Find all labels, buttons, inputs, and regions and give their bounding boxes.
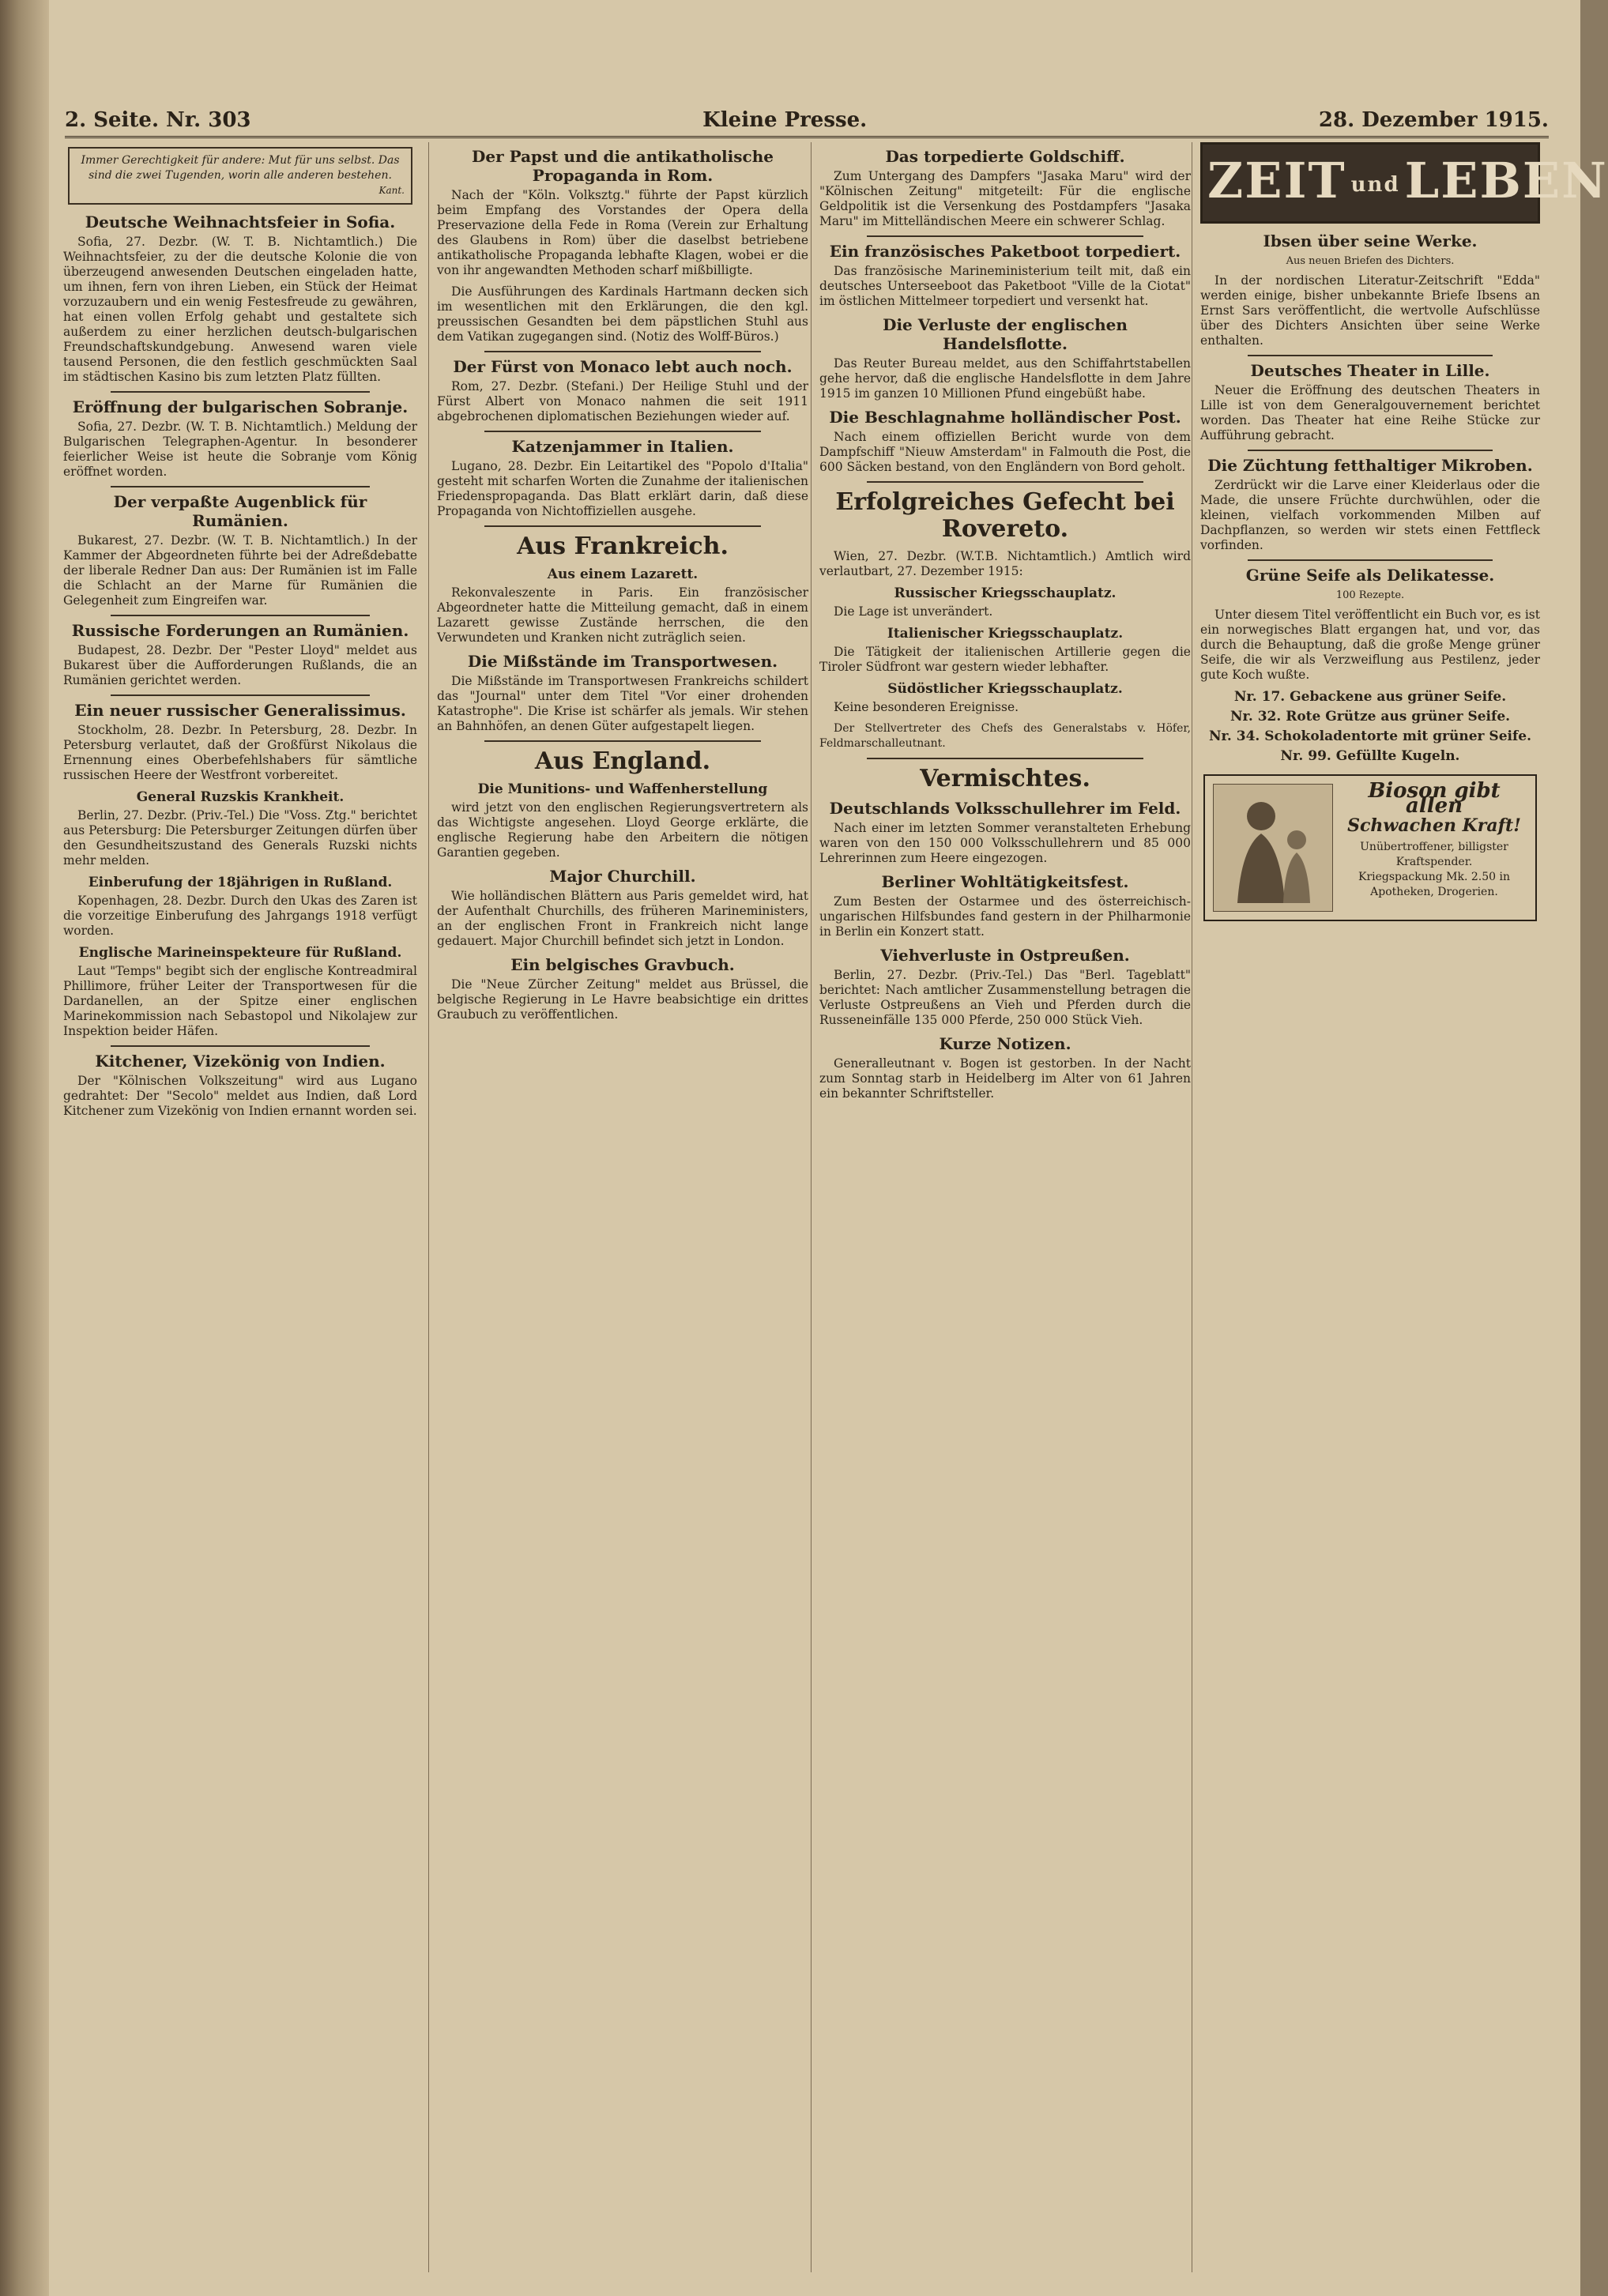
divider	[484, 351, 761, 352]
article-text: Keine besonderen Ereignisse.	[834, 700, 1019, 714]
article-text: Nach einem offiziellen Bericht wurde von dem Dampfschiff "Nieuw Amsterdam" in Falmouth die Post, die 600 Säcken bestand, von den Engländern von Bord geholt.	[819, 430, 1191, 474]
article-text: Berlin, 27. Dezbr. (Priv.-Tel.) Das "Berl. Tageblatt" berichtet: Nach amtlicher Zusammenstellung betragen die Verluste Ostpreußens an Vieh und Pferden durch die Russeneinfälle 135 000 Pferde, 250 000 Stück Vieh.	[819, 968, 1191, 1027]
divider	[484, 740, 761, 742]
recipe-title: Nr. 34. Schokoladentorte mit grüner Seife.	[1208, 728, 1532, 744]
section-title: Aus England.	[534, 747, 711, 775]
article-title: Der Papst und die antikatholische Propaganda in Rom.	[472, 147, 774, 185]
article-title: Ein belgisches Gravbuch.	[510, 955, 735, 974]
article-title: Viehverluste in Ostpreußen.	[880, 946, 1130, 965]
article-title: Berliner Wohltätigkeitsfest.	[881, 872, 1129, 891]
article-title: Kitchener, Vizekönig von Indien.	[95, 1052, 386, 1071]
article-title: Einberufung der 18jährigen in Rußland.	[88, 875, 393, 890]
divider	[111, 391, 370, 393]
page-number: 2. Seite. Nr. 303	[65, 108, 251, 132]
logo-word-zeit: ZEIT	[1207, 152, 1346, 209]
article-subtitle: Südöstlicher Kriegsschauplatz.	[887, 681, 1123, 697]
divider	[1248, 559, 1493, 561]
column-2	[428, 142, 808, 2272]
article-text: Sofia, 27. Dezbr. (W. T. B. Nichtamtlich.) Meldung der Bulgarischen Telegraphen-Agentur. In besonderer feierlicher Weise ist heute die Sobranje vom König eröffnet worden.	[63, 420, 417, 479]
article-title: General Ruzskis Krankheit.	[136, 789, 345, 805]
article-text: Sofia, 27. Dezbr. (W. T. B. Nichtamtlich.) Die Weihnachtsfeier, zu der die deutsche Kolonie die von überzeugend anwesenden Deutschen eingeladen hatte, um ihnen, fern von ihren Lieben, ein Stück der Heimat vorzuzaubern und ein wenig Festesfreude zu gewähren, hat einen vollen Erfolg gehabt und gestaltete sich außerdem zu einer herzlichen deutsch-bulgarischen Freundschaftskundgebung. Anwesend waren viele tausend Personen, die den festlich geschmückten Saal im städtischen Kasino bis zum letzten Platz füllten.	[63, 235, 417, 384]
article-title: Ein französisches Paketboot torpediert.	[829, 242, 1181, 261]
divider	[1248, 355, 1493, 356]
article-title: Grüne Seife als Delikatesse.	[1245, 566, 1495, 585]
section-logo	[1200, 142, 1608, 224]
article-text: Nach einer im letzten Sommer veranstalteten Erhebung waren von den 150 000 Volksschullehrern und 85 000 Lehrerinnen zum Heere eingezogen.	[819, 821, 1191, 865]
logo-word-leben: LEBEN	[1404, 152, 1608, 209]
ad-text: Unübertroffener, billigster Kraftspender.	[1360, 841, 1508, 868]
article-title: Englische Marineinspekteure für Rußland.	[78, 945, 402, 961]
ad-brand: Bioson gibt allen	[1368, 779, 1501, 818]
article-text: Die Lage ist unverändert.	[834, 604, 993, 619]
article-text: Rom, 27. Dezbr. (Stefani.) Der Heilige Stuhl und der Fürst Albert von Monaco nahmen die seit 1911 abgebrochenen diplomatischen Beziehungen wieder auf.	[437, 379, 808, 423]
section-title: Erfolgreiches Gefecht bei Rovereto.	[835, 488, 1175, 543]
article-text: Wie holländischen Blättern aus Paris gemeldet wird, hat der Aufenthalt Churchills, des früheren Marineministers, an der englischen Front in Frankreich nicht lange gedauert. Major Churchill befindet sich jetzt in London.	[437, 889, 808, 948]
article-text: Bukarest, 27. Dezbr. (W. T. B. Nichtamtlich.) In der Kammer der Abgeordneten führte bei der Adreßdebatte der liberale Redner Dan aus: Der Rumänien ist im Falle die Schlacht an der Marne für Rumänien die Gelegenheit zum Eingreifen war.	[63, 533, 417, 608]
newspaper-page	[49, 0, 1608, 2296]
ad-body	[1341, 779, 1527, 912]
quote-author: Kant.	[378, 185, 405, 196]
article-title: Die Verluste der englischen Handelsflotte.	[883, 315, 1128, 353]
article-text: Neuer die Eröffnung des deutschen Theaters in Lille ist von dem Generalgouvernement berichtet worden. Das Theater hat eine Reihe Stücke zur Aufführung gebracht.	[1200, 383, 1540, 442]
article-text: Berlin, 27. Dezbr. (Priv.-Tel.) Die "Voss. Ztg." berichtet aus Petersburg: Die Petersburger Zeitungen dürfen über den Gesundheitszustand des Generals Ruzski nichts mehr melden.	[63, 808, 417, 868]
article-title: Die Züchtung fetthaltiger Mikroben.	[1207, 456, 1533, 475]
article-title: Der Fürst von Monaco lebt auch noch.	[453, 357, 793, 376]
article-title: Deutsche Weihnachtsfeier in Sofia.	[85, 213, 396, 231]
article-text: Die "Neue Zürcher Zeitung" meldet aus Brüssel, die belgische Regierung in Le Havre beabsichtige ein drittes Graubuch zu veröffentlichen.	[437, 977, 808, 1022]
article-subtitle: Die Munitions- und Waffenherstellung	[477, 781, 768, 797]
issue-date: 28. Dezember 1915.	[1318, 108, 1549, 132]
book-binding	[0, 0, 49, 2296]
divider	[1248, 450, 1493, 451]
article-text: In der nordischen Literatur-Zeitschrift "Edda" werden einige, bisher unbekannte Briefe Ibsens an Ernst Sars veröffentlicht, die wertvolle Aufschlüsse über des Dichters Ansichten über seine Werke enthalten.	[1200, 273, 1540, 348]
article-subtitle: Aus einem Lazarett.	[547, 566, 699, 582]
article-text: Wien, 27. Dezbr. (W.T.B. Nichtamtlich.) Amtlich wird verlautbart, 27. Dezember 1915:	[819, 549, 1191, 578]
article-text: Generalleutnant v. Bogen ist gestorben. In der Nacht zum Sonntag starb in Heidelberg im Alter von 61 Jahren ein bekannter Schriftsteller.	[819, 1056, 1191, 1101]
logo-word-und: und	[1350, 173, 1400, 197]
ad-illustration-icon	[1213, 784, 1333, 912]
article-text: Stockholm, 28. Dezbr. In Petersburg, 28. Dezbr. In Petersburg verlautet, daß der Großfürst Nikolaus die Ernennung eines Oberbefehlshabers für sämtliche russischen Heere der Westfront vorbereitet.	[63, 723, 417, 782]
recipe-title: Nr. 32. Rote Grütze aus grüner Seife.	[1230, 709, 1511, 725]
recipe-title: Nr. 17. Gebackene aus grüner Seife.	[1233, 689, 1507, 705]
divider	[111, 694, 370, 696]
article-title: Kurze Notizen.	[939, 1034, 1071, 1053]
page-header	[65, 104, 1549, 138]
article-title: Katzenjammer in Italien.	[511, 437, 734, 456]
ad-slogan: Schwachen Kraft!	[1347, 815, 1521, 836]
article-title: Ein neuer russischer Generalissimus.	[74, 701, 406, 720]
ad-price: Kriegspackung Mk. 2.50 in Apotheken, Drogerien.	[1358, 871, 1510, 898]
article-text: Zum Untergang des Dampfers "Jasaka Maru" wird der "Kölnischen Zeitung" mitgeteilt: Für die englische Geldpolitik ist die Versenkung des Postdampfers "Jasaka Maru" im Mittelländischen Meere ein schwerer Schlag.	[819, 169, 1191, 228]
article-subtitle: Aus neuen Briefen des Dichters.	[1286, 255, 1455, 267]
section-title: Aus Frankreich.	[517, 533, 729, 560]
signature-line: Der Stellvertreter des Chefs des Generalstabs v. Höfer, Feldmarschalleutnant.	[819, 722, 1191, 750]
article-title: Ibsen über seine Werke.	[1263, 231, 1478, 250]
divider	[867, 481, 1143, 483]
column-1	[63, 142, 417, 2272]
article-title: Der verpaßte Augenblick für Rumänien.	[113, 492, 367, 530]
divider	[111, 486, 370, 487]
divider	[111, 615, 370, 616]
article-title: Deutschlands Volksschullehrer im Feld.	[829, 799, 1181, 818]
article-text: Das Reuter Bureau meldet, aus den Schiffahrtstabellen gehe hervor, daß die englische Handelsflotte in dem Jahre 1915 im ganzen 10 Millionen Pfund eingebüßt habe.	[819, 356, 1191, 401]
article-text: Die Ausführungen des Kardinals Hartmann decken sich im wesentlichen mit den Erklärungen, die den kgl. preussischen Gesandten bei dem päpstlichen Stuhl aus dem Vatikan zugegangen sind. (Notiz des Wolff-Büros.)	[437, 284, 808, 344]
divider	[484, 431, 761, 432]
advertisement-bioson	[1203, 774, 1537, 921]
article-title: Eröffnung der bulgarischen Sobranje.	[72, 397, 409, 416]
divider	[484, 525, 761, 527]
quote-text: Immer Gerechtigkeit für andere: Mut für uns selbst. Das sind die zwei Tugenden, worin alle anderen bestehen.	[81, 154, 400, 182]
article-title: Das torpedierte Goldschiff.	[885, 147, 1125, 166]
recipe-title: Nr. 99. Gefüllte Kugeln.	[1280, 748, 1460, 764]
masthead: Kleine Presse.	[702, 108, 868, 132]
article-text: Budapest, 28. Dezbr. Der "Pester Lloyd" meldet aus Bukarest über die Aufforderungen Rußlands, die an Rumänien gerichtet werden.	[63, 643, 417, 687]
divider	[867, 235, 1143, 237]
article-title: Die Beschlagnahme holländischer Post.	[829, 408, 1181, 427]
article-text: Die Tätigkeit der italienischen Artillerie gegen die Tiroler Südfront war gestern wieder lebhafter.	[819, 645, 1191, 674]
article-text: Nach der "Köln. Volksztg." führte der Papst kürzlich beim Empfang des Vorstandes der Opera della Preservazione della Fede in Roma (Verein zur Erhaltung des Glaubens in Rom) über die daselbst betriebene antikatholische Propaganda lebhafte Klagen, wobei er die von ihr angewandten Methoden scharf mißbilligte.	[437, 188, 808, 277]
article-title: Deutsches Theater in Lille.	[1250, 361, 1490, 380]
divider	[111, 1045, 370, 1047]
article-text: wird jetzt von den englischen Regierungsvertretern als das Wichtigste angesehen. Lloyd George erklärte, die englische Regierung habe den Arbeitern die nötigen Garantien gegeben.	[437, 800, 808, 860]
column-4	[1192, 142, 1608, 2272]
article-text: Der "Kölnischen Volkszeitung" wird aus Lugano gedrahtet: Der "Secolo" meldet aus Indien, daß Lord Kitchener zum Vizekönig von Indien ernannt worden sei.	[63, 1074, 417, 1118]
article-text: Unter diesem Titel veröffentlicht ein Buch vor, es ist ein norwegisches Blatt ergangen hat, und vor, das durch die Behauptung, daß die große Menge grüner Seife, die wir als Verzweiflung aus Pestilenz, jeder gute Koch wußte.	[1200, 608, 1540, 682]
article-subtitle: Italienischer Kriegsschauplatz.	[887, 626, 1124, 642]
article-title: Die Mißstände im Transportwesen.	[467, 652, 778, 671]
quote-box	[68, 147, 412, 205]
article-subtitle: Russischer Kriegsschauplatz.	[894, 585, 1117, 601]
article-subtitle: 100 Rezepte.	[1335, 589, 1405, 601]
article-title: Russische Forderungen an Rumänien.	[71, 621, 409, 640]
section-title: Vermischtes.	[920, 765, 1090, 792]
article-text: Zum Besten der Ostarmee und des österreichisch-ungarischen Hilfsbundes fand gestern in der Philharmonie in Berlin ein Konzert statt.	[819, 894, 1191, 939]
article-text: Kopenhagen, 28. Dezbr. Durch den Ukas des Zaren ist die vorzeitige Einberufung des Jahrgangs 1918 verfügt worden.	[63, 894, 417, 938]
article-text: Rekonvaleszente in Paris. Ein französischer Abgeordneter hatte die Mitteilung gemacht, daß in einem Lazarett gewisse Zustände herrschen, die den Verwundeten und Kranken nicht zuträglich seien.	[437, 585, 808, 645]
column-3	[811, 142, 1191, 2272]
article-text: Das französische Marineministerium teilt mit, daß ein deutsches Unterseeboot das Paketboot "Ville de la Ciotat" im östlichen Mittelmeer torpediert und versenkt hat.	[819, 264, 1191, 308]
article-text: Zerdrückt wir die Larve einer Kleiderlaus oder die Made, die unsere Früchte durchwühlen, oder die kleinen, vielfach vorkommenden Milben auf Dachpflanzen, so werden wir stets einen Fettfleck vorfinden.	[1200, 478, 1540, 552]
divider	[867, 758, 1143, 759]
article-text: Die Mißstände im Transportwesen Frankreichs schildert das "Journal" unter dem Titel "Vor einer drohenden Katastrophe". Die Krise ist schärfer als jemals. Wir stehen an Bahnhöfen, an denen Güter aufgestapelt liegen.	[437, 674, 808, 733]
article-text: Lugano, 28. Dezbr. Ein Leitartikel des "Popolo d'Italia" gesteht mit scharfen Worten die Zunahme der italienischen Friedenspropaganda. Das Blatt erklärt darin, daß diese Propaganda von Nichtoffiziellen ausgehe.	[437, 459, 808, 518]
article-text: Laut "Temps" begibt sich der englische Kontreadmiral Phillimore, früher Leiter der Transportwesen für die Dardanellen, an der Spitze einer englischen Marinekommission nach Sebastopol und Nikolajew zur Inspektion beider Häfen.	[63, 964, 417, 1038]
article-title: Major Churchill.	[549, 867, 696, 886]
